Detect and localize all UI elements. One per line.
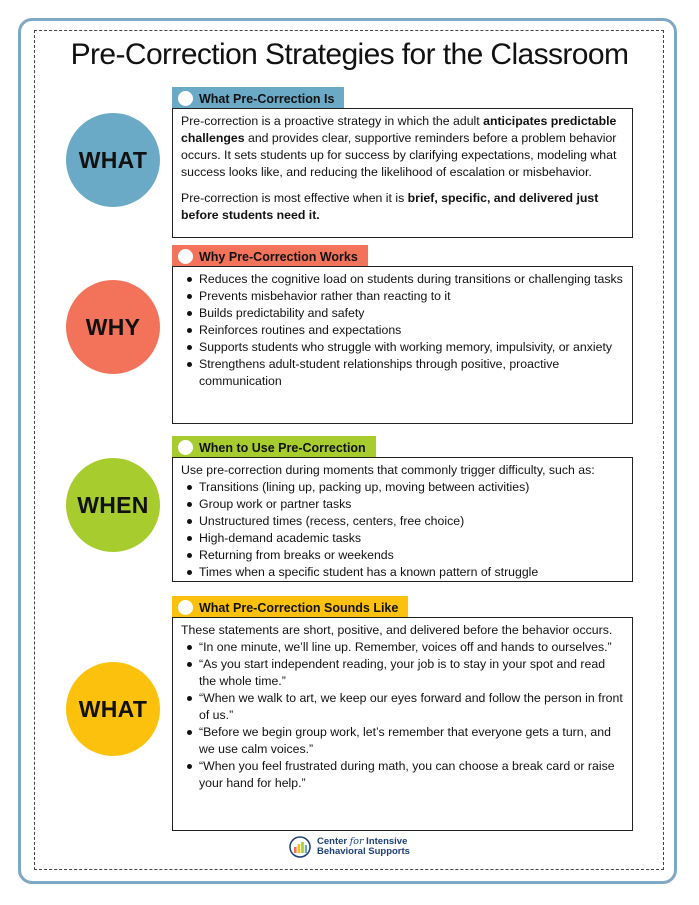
logo-text: Center for Intensive Behavioral Supports xyxy=(317,836,410,857)
why-circle-label: WHY xyxy=(85,313,141,340)
why-list-item: Supports students who struggle with working memory, impulsivity, or anxiety xyxy=(181,339,624,356)
when-heading-tag xyxy=(172,436,376,459)
why-list-item: Prevents misbehavior rather than reacting to it xyxy=(181,288,624,305)
why-list xyxy=(181,271,624,390)
bar-chart-logo-icon xyxy=(289,836,311,858)
why-box xyxy=(172,266,633,424)
what-paragraph-1: Pre-correction is a proactive strategy in which the adult anticipates predictable challenges and provides clear, supportive reminders before a problem behavior occurs. It sets students up for success by clarifying expectations, modeling what success looks like, and reducing the likelihood of escalation or misbehavior. xyxy=(181,114,617,179)
why-circle xyxy=(66,280,160,374)
why-list-item: Builds predictability and safety xyxy=(181,305,624,322)
sounds-heading-tag xyxy=(172,596,408,619)
sounds-list-item: “When you feel frustrated during math, you can choose a break card or raise your hand for help.” xyxy=(181,758,624,792)
sounds-box xyxy=(172,617,633,831)
circle-bullet-icon xyxy=(178,91,193,106)
what-paragraph-2: Pre-correction is most effective when it is brief, specific, and delivered just before students need it. xyxy=(181,191,599,222)
when-intro: Use pre-correction during moments that commonly trigger difficulty, such as: xyxy=(181,463,595,477)
when-heading: When to Use Pre-Correction xyxy=(199,440,366,455)
sounds-list-item: “Before we begin group work, let’s remember that everyone gets a turn, and we use calm voices.” xyxy=(181,724,624,758)
sounds-list-item: “When we walk to art, we keep our eyes forward and follow the person in front of us.” xyxy=(181,690,624,724)
sounds-heading: What Pre-Correction Sounds Like xyxy=(199,600,399,615)
circle-bullet-icon xyxy=(178,249,193,264)
when-box xyxy=(172,457,633,582)
circle-bullet-icon xyxy=(178,440,193,455)
when-list-item: Times when a specific student has a known pattern of struggle xyxy=(181,564,624,581)
when-list-item: High-demand academic tasks xyxy=(181,530,624,547)
sounds-circle-label: WHAT xyxy=(78,695,148,722)
when-circle xyxy=(66,458,160,552)
why-list-item: Strengthens adult-student relationships through positive, proactive communication xyxy=(181,356,624,390)
what-heading: What Pre-Correction Is xyxy=(199,91,335,106)
sounds-list-item: “As you start independent reading, your job is to stay in your spot and read the whole time.” xyxy=(181,656,624,690)
sounds-list xyxy=(181,639,624,792)
why-list-item: Reduces the cognitive load on students during transitions or challenging tasks xyxy=(181,271,624,288)
sounds-circle xyxy=(66,662,160,756)
what-circle-label: WHAT xyxy=(78,146,148,173)
when-list-item: Returning from breaks or weekends xyxy=(181,547,624,564)
sounds-intro: These statements are short, positive, and delivered before the behavior occurs. xyxy=(181,623,613,637)
when-list-item: Transitions (lining up, packing up, moving between activities) xyxy=(181,479,624,496)
when-list-item: Unstructured times (recess, centers, free choice) xyxy=(181,513,624,530)
what-heading-tag xyxy=(172,87,344,110)
when-list xyxy=(181,479,624,581)
what-circle xyxy=(66,113,160,207)
why-list-item: Reinforces routines and expectations xyxy=(181,322,624,339)
when-list-item: Group work or partner tasks xyxy=(181,496,624,513)
page-title: Pre-Correction Strategies for the Classroom xyxy=(70,38,629,71)
why-heading: Why Pre-Correction Works xyxy=(199,249,358,264)
sounds-list-item: “In one minute, we’ll line up. Remember, voices off and hands to ourselves.” xyxy=(181,639,624,656)
why-heading-tag xyxy=(172,245,368,268)
what-box xyxy=(172,108,633,238)
when-circle-label: WHEN xyxy=(77,491,149,518)
footer-logo xyxy=(0,836,699,858)
circle-bullet-icon xyxy=(178,600,193,615)
